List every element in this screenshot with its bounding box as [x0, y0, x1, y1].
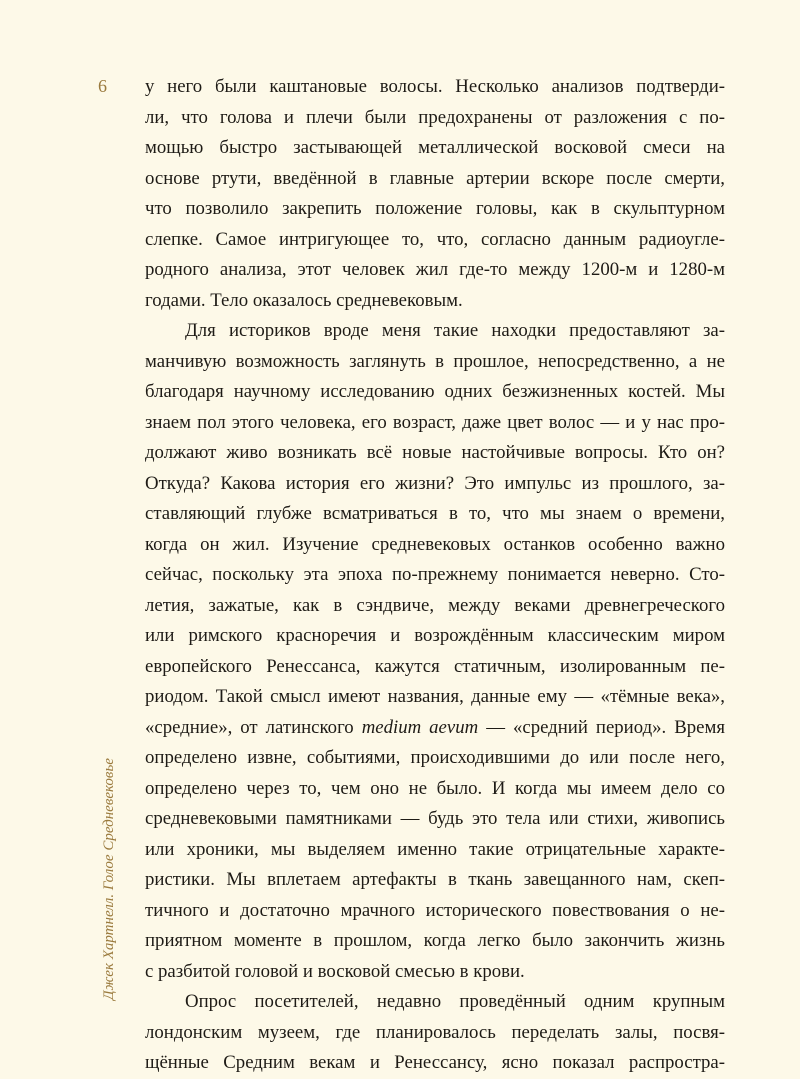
latin-term: medium aevum [361, 716, 479, 738]
text-segment: — «средний период». Время [478, 716, 725, 738]
text-line: благодаря научному исследованию одних безжизненных костей. Мы [145, 381, 725, 402]
text-line: годами. Тело оказалось средневековым. [145, 289, 463, 311]
text-line: щённые Средним векам и Ренессансу, ясно показал распростра- [145, 1052, 725, 1073]
text-line: ристики. Мы вплетаем артефакты в ткань завещанного нам, скеп- [145, 869, 725, 890]
text-line: должают живо возникать всё новые настойчивые вопросы. Кто он? [145, 442, 725, 463]
running-title: Джек Хартнелл. Голое Средневековье [101, 758, 117, 1000]
text-line: риодом. Такой смысл имеют названия, данные ему — «тёмные века», [145, 686, 725, 707]
text-line: что позволило закрепить положение головы, как в скульптурном [145, 198, 725, 219]
text-line: Откуда? Какова история его жизни? Это импульс из прошлого, за- [145, 472, 725, 494]
text-line: манчивую возможность заглянуть в прошлое, непосредственно, а не [145, 350, 725, 372]
text-line: определено извне, событиями, происходившими до или после него, [145, 747, 725, 768]
page-number: 6 [98, 76, 107, 96]
text-line [145, 713, 725, 744]
text-line: приятном моменте в прошлом, когда легко было закончить жизнь [145, 930, 725, 951]
text-line: родного анализа, этот человек жил где-то между 1200-м и 1280-м [145, 259, 725, 280]
text-line: тичного и достаточно мрачного исторического повествования о не- [145, 899, 725, 921]
text-line: лондонским музеем, где планировалось переделать залы, посвя- [145, 1021, 725, 1043]
text-line: мощью быстро застывающей металлической восковой смеси на [145, 137, 725, 158]
text-line: с разбитой головой и восковой смесью в крови. [145, 960, 525, 982]
text-line: летия, зажатые, как в сэндвиче, между веками древнегреческого [145, 594, 725, 616]
text-line: когда он жил. Изучение средневековых останков особенно важно [145, 533, 725, 555]
text-line: знаем пол этого человека, его возраст, даже цвет волос — и у нас про- [145, 411, 725, 433]
text-line: слепке. Самое интригующее то, что, согласно данным радиоугле- [145, 228, 725, 250]
text-line: основе ртути, введённой в главные артерии вскоре после смерти, [145, 167, 725, 189]
text-line: Опрос посетителей, недавно проведённый одним крупным [185, 991, 725, 1012]
text-line: средневековыми памятниками — будь это тела или стихи, живопись [145, 808, 725, 829]
text-line: европейского Ренессанса, кажутся статичным, изолированным пе- [145, 655, 725, 677]
text-line: или римского красноречия и возрождённым классическим миром [145, 625, 725, 646]
text-line: сейчас, поскольку эта эпоха по-прежнему понимается неверно. Сто- [145, 564, 725, 585]
text-line: определено через то, чем оно не было. И когда мы имеем дело со [145, 777, 725, 799]
text-line: у него были каштановые волосы. Несколько анализов подтверди- [145, 76, 725, 97]
text-segment: «средние», от латинского [145, 716, 362, 738]
text-line: или хроники, мы выделяем именно такие отрицательные характе- [145, 838, 725, 860]
text-line: ставляющий глубже всматриваться в то, что мы знаем о времени, [145, 503, 725, 524]
text-line: Для историков вроде меня такие находки предоставляют за- [185, 320, 725, 341]
body-text [145, 72, 725, 1079]
text-line: ли, что голова и плечи были предохранены от разложения с по- [145, 106, 725, 128]
